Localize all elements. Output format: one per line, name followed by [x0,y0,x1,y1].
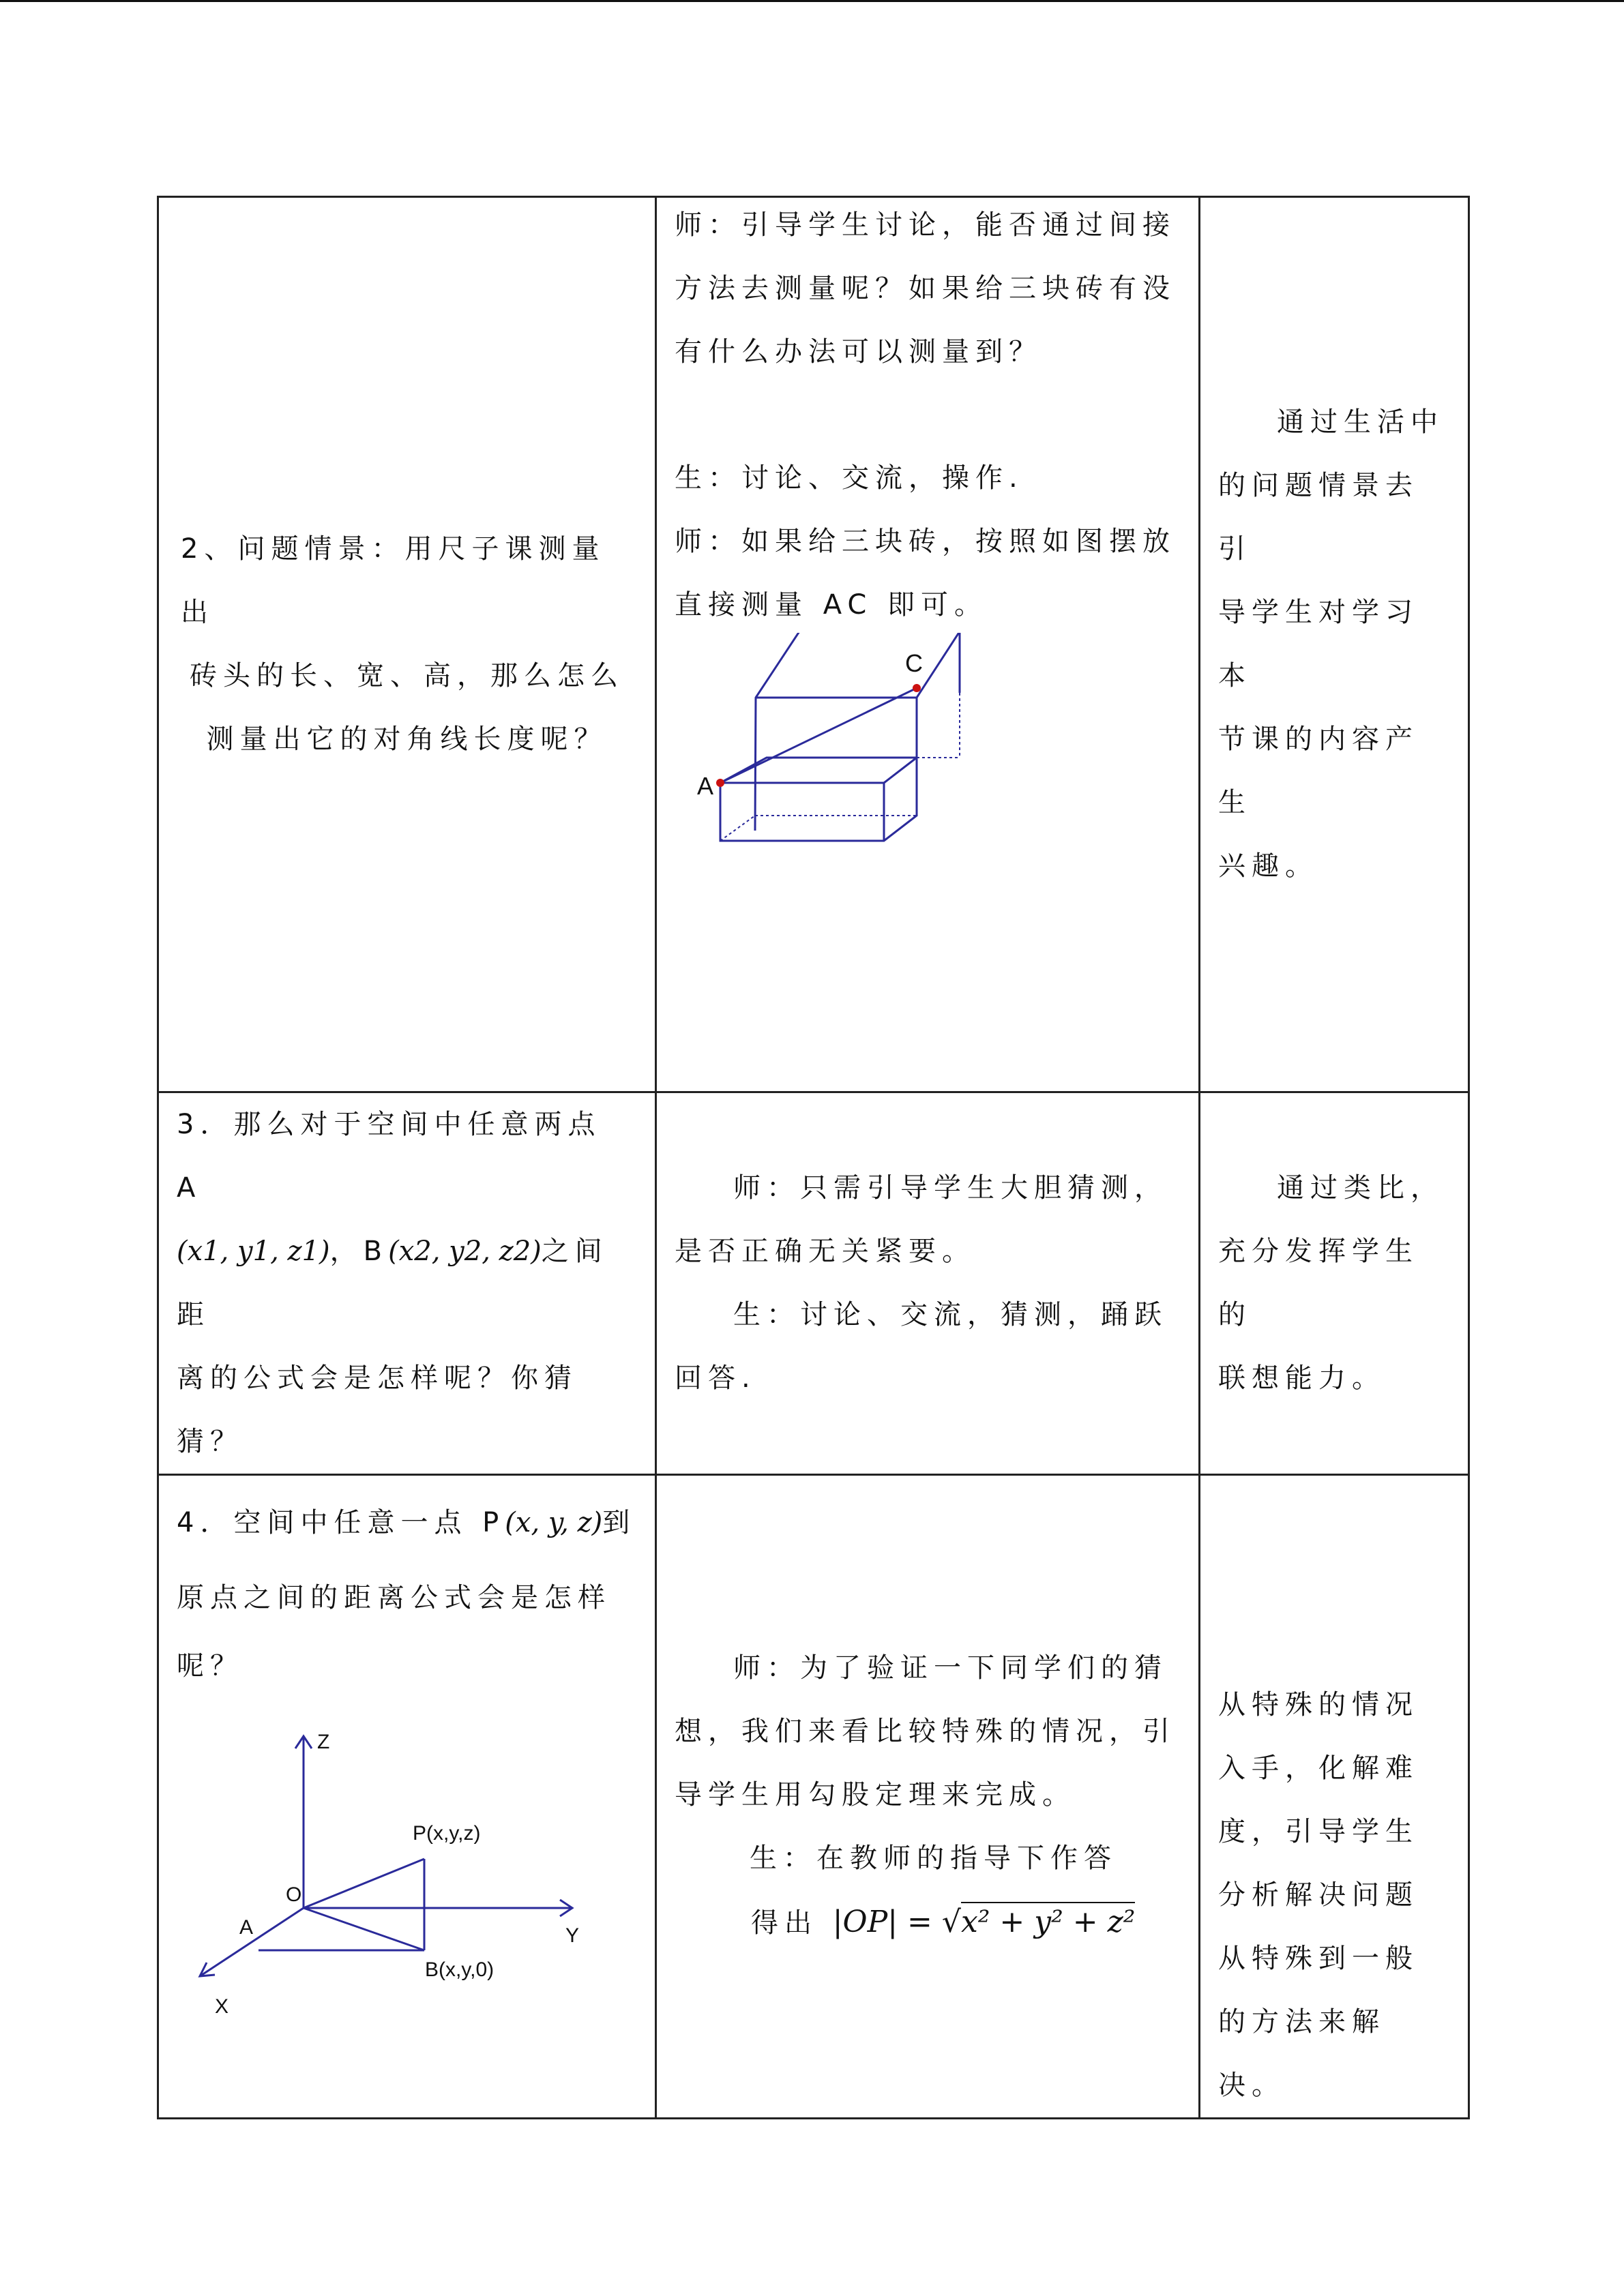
point-b-label: B(x,y,0) [425,1958,494,1981]
question-line: 砖头的长、宽、高，那么怎么 [190,660,624,691]
lesson-table [157,196,1470,2119]
question-text: 到 [602,1507,636,1538]
distance-formula: |OP| = √x² + y² + z² [833,1902,1136,1939]
intent-line: 导学生对学习本 [1218,597,1419,691]
intent-line: 决。 [1218,2070,1285,2101]
z-axis-label: Z [317,1731,330,1753]
intent-line: 的方法来解 [1218,2006,1385,2038]
segment-op [304,1859,424,1908]
activity-line: 有什么办法可以测量到？ [675,336,1042,368]
question-line: 3．那么对于空间中任意两点 A [177,1109,602,1204]
activity-line: 师：只需引导学生大胆猜测， [733,1172,1168,1204]
question-line: 猜？ [177,1426,243,1457]
activity-line: 回答. [675,1362,756,1394]
intent-line: 分析解决问题 [1218,1879,1419,1911]
y-axis-label: Y [565,1924,580,1947]
question-line: 原点之间的距离公式会是怎样 [177,1582,611,1613]
intent-line: 从特殊的情况 [1218,1689,1419,1720]
activity-line: 想，我们来看比较特殊的情况，引 [675,1716,1176,1747]
page-top-border [0,0,1624,2]
x-axis-label: X [215,1995,229,2018]
activity-line: 生：讨论、交流，猜测，踊跃 [733,1299,1168,1330]
intent-cell [1200,1475,1469,2119]
intent-cell [1200,197,1469,1092]
formula-lhs: OP [842,1905,888,1939]
activity-line: 生：在教师的指导下作答 [750,1843,1117,1874]
question-cell [158,1475,656,2119]
question-line: 呢？ [177,1650,243,1682]
point-c-label: C [905,649,923,677]
origin-label: O [286,1883,302,1906]
activity-line: 生：讨论、交流，操作. [675,462,1024,494]
intent-line: 入手，化解难 [1218,1753,1419,1784]
activity-line: 师：为了验证一下同学们的猜 [733,1652,1168,1684]
table-row [158,197,1469,1092]
question-line [177,1485,637,1560]
intent-line: 的问题情景去引 [1218,470,1419,565]
intent-line: 从特殊到一般 [1218,1943,1419,1974]
question-line: 测量出它的对角线长度呢？ [206,724,608,755]
separator-text: ，B [329,1236,389,1267]
question-line [177,1220,637,1347]
activity-line: 师：如果给三块砖，按照如图摆放 [675,526,1176,557]
activity-cell [656,197,1200,1092]
point-p-label: P(x,y,z) [413,1822,481,1845]
top-brick-edge [917,633,960,698]
table-row [158,1475,1469,2119]
question-tail: 之间距 [177,1236,608,1330]
hidden-edge [720,816,755,841]
formula-rhs: x² + y² + z² [961,1902,1135,1939]
intent-line: 充分发挥学生的 [1218,1236,1419,1330]
coordinate-system-figure [183,1703,606,2044]
point-p-coordinates: (x, y, z) [505,1507,603,1538]
question-cell [158,197,656,1092]
question-line: 离的公式会是怎样呢？你猜 [177,1362,578,1394]
activity-line: 是否正确无关紧要。 [675,1236,975,1267]
intent-line: 通过类比， [1277,1172,1444,1204]
intent-cell [1200,1092,1469,1475]
point-c-marker [913,684,921,692]
top-brick-edges [755,633,960,831]
bottom-brick-edge [884,758,917,783]
point-a-label: A [239,1916,254,1939]
point-a-marker [716,779,724,787]
segment-ob [304,1908,424,1950]
question-cell [158,1092,656,1475]
activity-cell [656,1092,1200,1475]
table-row [158,1092,1469,1475]
question-line: 2、问题情景：用尺子课测量出 [181,533,606,628]
intent-line: 联想能力。 [1218,1362,1385,1394]
diagonal-ac [720,688,917,783]
point-a-coordinates: (x1, y1, z1) [177,1236,330,1267]
activity-line: 方法去测量呢？如果给三块砖有没 [675,273,1176,304]
intent-line: 度，引导学生 [1218,1816,1419,1847]
spacer [675,384,1181,447]
question-text: 4．空间中任意一点 P [177,1507,505,1538]
stacked-bricks-figure [678,633,1060,885]
activity-line: 导学生用勾股定理来完成。 [675,1779,1076,1810]
activity-line: 师：引导学生讨论，能否通过间接 [675,209,1176,241]
intent-line: 兴趣。 [1218,850,1318,882]
intent-line: 节课的内容产生 [1218,724,1419,818]
activity-cell [656,1475,1200,2119]
point-a-label: A [697,772,714,800]
result-line [675,1890,1181,1955]
activity-line: 直接测量 AC 即可。 [675,589,988,621]
point-b-coordinates: (x2, y2, z2) [388,1236,542,1267]
result-prefix: 得出 [751,1907,818,1939]
intent-line: 通过生活中 [1277,406,1444,438]
